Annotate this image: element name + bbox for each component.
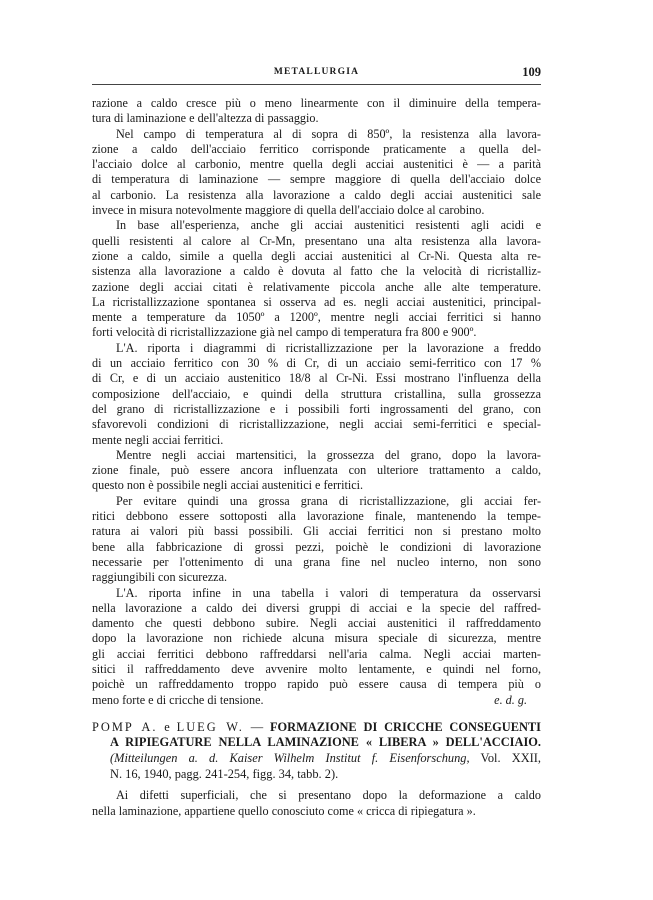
signature: e. d. g.	[494, 692, 527, 707]
text-line: ratura ai valori più bassi possibili. Gli acciai ferritici non si prestano molto	[92, 524, 541, 539]
text-line: zione finale, può essere ancora influenzata con ulteriore trattamento a caldo,	[92, 463, 541, 478]
text-line: forti velocità di ricristallizzazione già nel campo di temperatura fra 800 e 900º.	[92, 325, 477, 340]
text-line: raggiungibili con sicurezza.	[92, 570, 228, 585]
text-line: Per evitare quindi una grossa grana di ricristallizzazione, gli acciai fer-	[116, 493, 541, 508]
text-line: zione a caldo, simile a quella degli acciai austenitici al Cr-Ni. Questa alta re-	[92, 248, 541, 263]
reference-details-1: Vol. XXII,	[480, 751, 541, 766]
reference-line-1	[92, 720, 541, 736]
text-line: poichè un raffreddamento troppo rapido può essere causa di tempera più o	[92, 677, 541, 692]
reference-line-4	[92, 767, 541, 783]
text-line: di temperatura di laminazione — sempre maggiore di quella dell'acciaio dolce	[92, 172, 541, 187]
text-line: composizione dell'acciaio, e quindi della struttura cristallina, sulla grossezza	[92, 386, 541, 401]
text-line: sitici il raffreddamento deve avvenire molto lentamente, e quindi nel forno,	[92, 661, 541, 676]
text-line: di un acciaio ferritico con 30 % di Cr, di un acciaio semi-ferritico con 17 %	[92, 356, 541, 371]
text-line: dopo la lavorazione non richiede alcuna misura speciale di sicurezza, mentre	[92, 631, 541, 646]
text-line: del grano di ricristallizzazione e i possibili forti ingrossamenti del grano, con	[92, 401, 541, 416]
reference-authors-2: LUEG W.	[176, 719, 244, 734]
text-line: mente negli acciai ferritici.	[92, 432, 224, 447]
reference-title-1: FORMAZIONE DI CRICCHE CONSEGUENTI	[269, 719, 541, 734]
text-line: In base all'esperienza, anche gli acciai austenitici resistenti agli acidi e	[116, 218, 541, 233]
text-line: razione a caldo cresce più o meno linearmente con il diminuire della tempera-	[92, 96, 541, 110]
abstract	[92, 788, 541, 819]
text-line: l'acciaio dolce al carbonio, mentre quella degli acciai austenitici è — a parità	[92, 157, 541, 172]
text-line: zione a caldo dell'acciaio ferritico corrisponde praticamente a quella del-	[92, 141, 541, 156]
reference-journal: (Mitteilungen a. d. Kaiser Wilhelm Institut f. Eisenforschung,	[110, 751, 470, 766]
reference-title-2: A RIPIEGATURE NELLA LAMINAZIONE « LIBERA » DELL'ACCIAIO.	[110, 735, 541, 750]
text-line: questo non è possibile negli acciai austenitici e ferritici.	[92, 478, 364, 493]
text-line: zazione degli acciai citati è relativamente piccola anche alle alte temperature.	[92, 279, 541, 294]
signature-line	[92, 693, 541, 708]
text-line: Mentre negli acciai martensitici, la grossezza del grano, dopo la lavora-	[116, 447, 541, 462]
text-line: Nel campo di temperatura al di sopra di 850º, la resistenza alla lavora-	[116, 126, 541, 141]
reference-conjunction: e	[164, 719, 170, 734]
text-line: mente a temperature da 1050º a 1200º, mentre negli acciai ferritici si hanno	[92, 310, 541, 325]
text-line: damento che questi debbono subire. Negli acciai austenitici il raffreddamento	[92, 616, 541, 631]
text-line: nella lavorazione a caldo dei diversi gruppi di acciai e la specie del raffred-	[92, 600, 541, 615]
text-line: ritici debbono essere sottoposti alla lavorazione finale, mantenendo la tempe-	[92, 509, 541, 524]
running-header	[92, 66, 541, 82]
text-line: bene alla fabbricazione di grossi pezzi, poichè le condizioni di lavorazione	[92, 539, 541, 554]
text-line: La ricristallizzazione spontanea si osserva ad es. negli acciai austenitici, principal-	[92, 294, 541, 309]
text-line: L'A. riporta infine in una tabella i valori di temperatura da osservarsi	[116, 585, 541, 600]
text-line: di Cr, e di un acciaio austenitico 18/8 al Cr-Ni. Essi mostrano l'influenza della	[92, 371, 541, 386]
abstract-line: Ai difetti superficiali, che si presentano dopo la deformazione a caldo	[116, 788, 541, 803]
running-title: METALLURGIA	[273, 67, 360, 77]
text-line: tura di laminazione e dell'altezza di passaggio.	[92, 111, 319, 126]
reference-details-2: N. 16, 1940, pagg. 241-254, figg. 34, tabb. 2).	[110, 766, 339, 781]
reference-line-2	[92, 735, 541, 751]
page-number: 109	[522, 65, 541, 79]
text-line: necessarie per l'ottenimento di una grana fine nel nucleo interno, non sono	[92, 554, 541, 569]
last-paragraph-line: meno forte e di cricche di tensione.	[92, 692, 264, 707]
text-line: L'A. riporta i diagrammi di ricristallizzazione per la lavorazione a freddo	[116, 340, 541, 355]
text-line: al carbonio. La resistenza alla lavorazione a caldo degli acciai austenitici sale	[92, 187, 541, 202]
text-line: quelli resistenti al calore al Cr-Mn, presentano una alta resistenza alla lavora-	[92, 233, 541, 248]
body-text	[92, 96, 541, 819]
section-gap	[92, 708, 541, 720]
abstract-line: nella laminazione, appartiene quello conosciuto come « cricca di ripiegatura ».	[92, 803, 476, 818]
reference-authors-1: POMP A.	[92, 719, 158, 734]
text-line: invece in misura notevolmente maggiore di quella dell'acciaio dolce al carobino.	[92, 203, 485, 218]
text-line: sistenza alla lavorazione a caldo è dovuta al fatto che la velocità di ricristalliz-	[92, 264, 541, 279]
reference-line-3	[92, 751, 541, 767]
text-line: gli acciai ferritici debbono raffreddarsi nell'aria calma. Negli acciai marten-	[92, 646, 541, 661]
paragraph-container	[92, 96, 541, 693]
reference-dash: —	[250, 719, 264, 734]
header-rule	[92, 84, 541, 85]
text-line: sfavorevoli condizioni di ricristallizzazione, negli acciai semi-ferritici e special-	[92, 417, 541, 432]
